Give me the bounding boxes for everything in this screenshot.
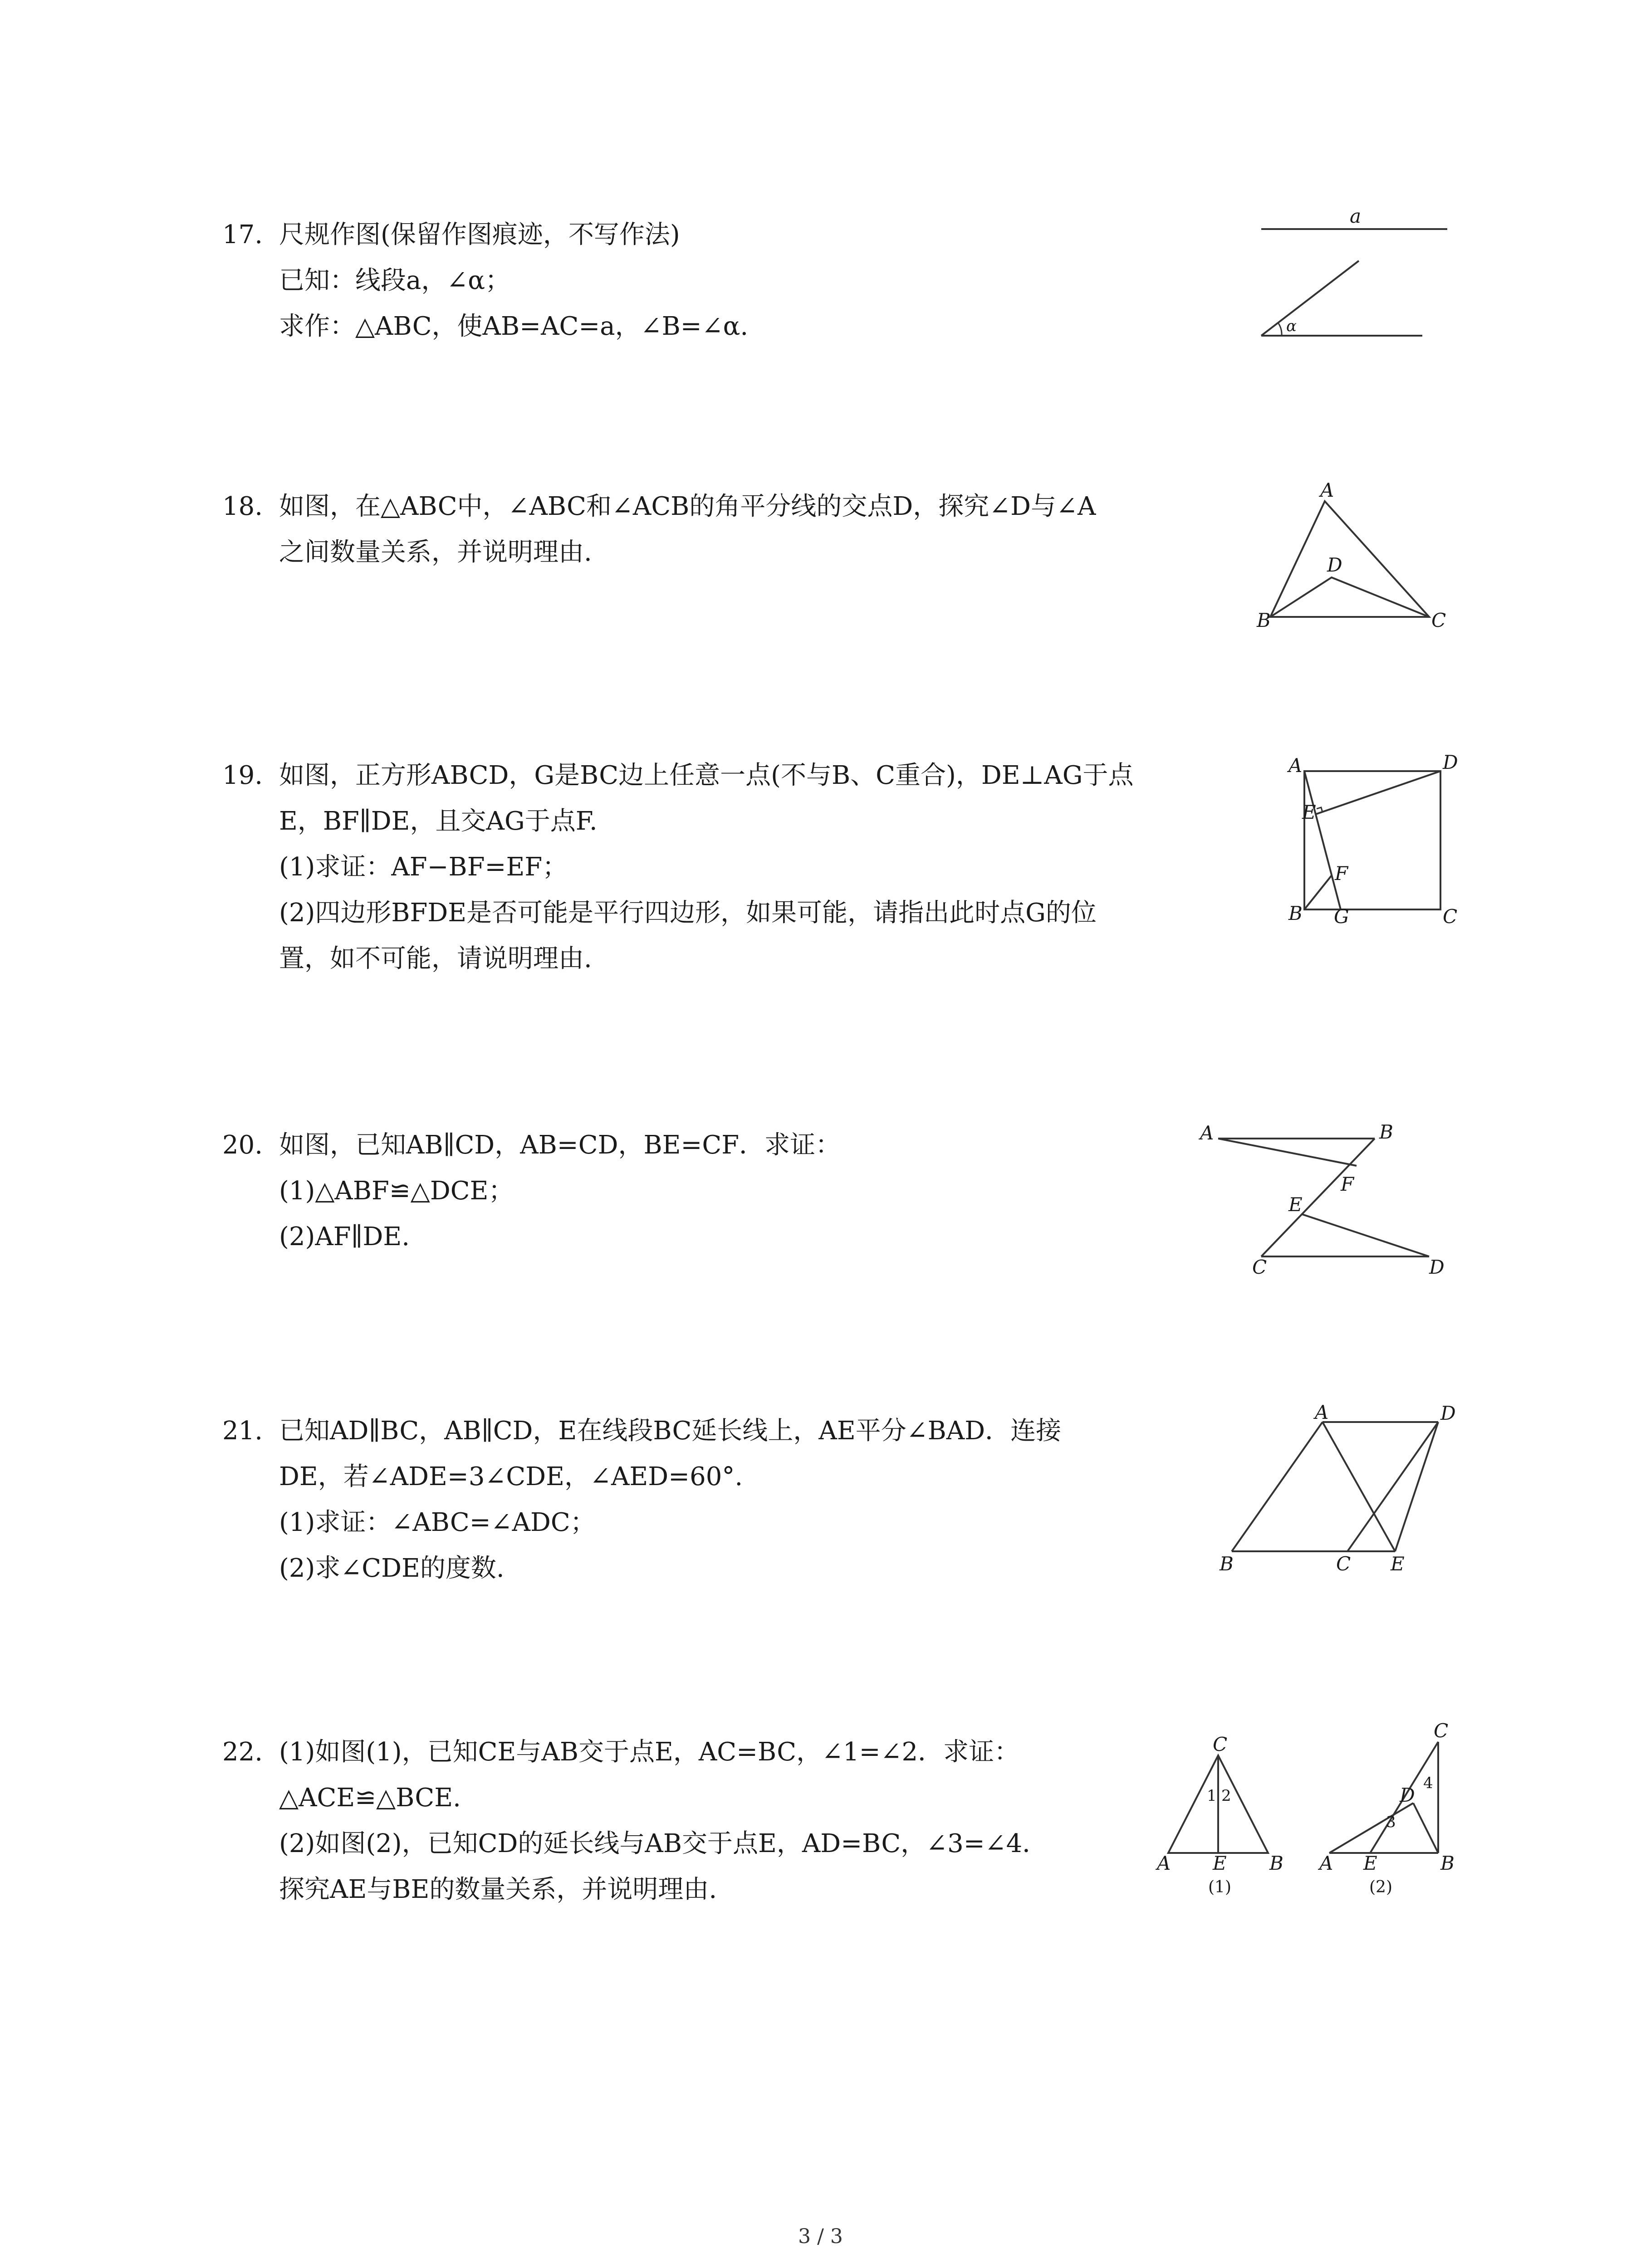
vertex-label: D bbox=[1440, 1402, 1456, 1424]
question-text-line: 求作：△ABC，使AB=AC=a，∠B=∠α. bbox=[279, 312, 749, 341]
vertex-label: B bbox=[1379, 1121, 1393, 1143]
question-text-line: 如图，已知AB∥CD，AB=CD，BE=CF．求证： bbox=[279, 1130, 841, 1160]
vertex-label: D bbox=[1443, 751, 1458, 773]
vertex-label: B bbox=[1257, 609, 1271, 631]
question-number: 20. bbox=[222, 1130, 263, 1160]
vertex-label: A bbox=[1157, 1852, 1171, 1874]
question-text-line: (2)如图(2)，已知CD的延长线与AB交于点E，AD=BC，∠3=∠4． bbox=[279, 1829, 1048, 1858]
vertex-label: C bbox=[1443, 905, 1458, 928]
question-number: 22. bbox=[222, 1737, 263, 1767]
question-number: 17. bbox=[222, 220, 263, 249]
question-number: 18. bbox=[222, 492, 263, 521]
question-text-line: (1)求证：∠ABC=∠ADC； bbox=[279, 1508, 596, 1537]
question-text-line: DE，若∠ADE=3∠CDE，∠AED=60°. bbox=[279, 1462, 743, 1491]
question-text-line: 探究AE与BE的数量关系，并说明理由. bbox=[279, 1875, 717, 1904]
question-text-line: (1)求证：AF−BF=EF； bbox=[279, 852, 568, 882]
figure-20 bbox=[1198, 1121, 1452, 1290]
figure-19 bbox=[1284, 748, 1465, 941]
question-number: 21. bbox=[222, 1416, 263, 1446]
question-text-line: E，BF∥DE，且交AG于点F. bbox=[279, 807, 598, 836]
figure-22-1 bbox=[1148, 1733, 1293, 1907]
question-text-line: 尺规作图(保留作图痕迹，不写作法) bbox=[279, 220, 680, 249]
vertex-label: C bbox=[1213, 1733, 1228, 1755]
vertex-label: E bbox=[1213, 1852, 1227, 1874]
vertex-label: D bbox=[1327, 554, 1342, 576]
vertex-label: A bbox=[1200, 1122, 1214, 1144]
question-text-line: △ACE≌△BCE. bbox=[279, 1783, 461, 1813]
vertex-label: E bbox=[1288, 1193, 1303, 1216]
question-text-line: 如图，在△ABC中，∠ABC和∠ACB的角平分线的交点D，探究∠D与∠A bbox=[279, 492, 1096, 521]
question-text-line: 已知AD∥BC，AB∥CD，E在线段BC延长线上，AE平分∠BAD．连接 bbox=[279, 1416, 1062, 1446]
figure-label: a bbox=[1350, 205, 1362, 227]
vertex-label: B bbox=[1440, 1852, 1455, 1874]
vertex-label: E bbox=[1363, 1852, 1377, 1874]
page-number: 3 / 3 bbox=[798, 2225, 843, 2248]
vertex-label: D bbox=[1429, 1256, 1445, 1278]
question-text-line: 之间数量关系，并说明理由. bbox=[279, 538, 592, 567]
figure-18 bbox=[1252, 479, 1446, 637]
vertex-label: B bbox=[1220, 1553, 1234, 1575]
vertex-label: B bbox=[1288, 902, 1303, 924]
vertex-label: C bbox=[1431, 609, 1446, 631]
angle-label: 1 bbox=[1207, 1787, 1217, 1805]
vertex-label: C bbox=[1336, 1553, 1351, 1575]
vertex-label: A bbox=[1288, 754, 1303, 777]
question-text-line: 如图，正方形ABCD，G是BC边上任意一点(不与B、C重合)，DE⊥AG于点 bbox=[279, 761, 1134, 790]
vertex-label: A bbox=[1320, 479, 1334, 501]
question-text-line: 置，如不可能，请说明理由. bbox=[279, 944, 592, 973]
vertex-label: C bbox=[1434, 1720, 1449, 1742]
angle-label: 4 bbox=[1423, 1774, 1433, 1792]
question-text-line: (2)四边形BFDE是否可能是平行四边形，如果可能，请指出此时点G的位 bbox=[279, 898, 1097, 928]
figure-22-2 bbox=[1311, 1720, 1456, 1907]
figure-caption: (1) bbox=[1208, 1878, 1231, 1897]
angle-label: 3 bbox=[1386, 1813, 1396, 1831]
vertex-label: F bbox=[1341, 1173, 1354, 1195]
vertex-label: A bbox=[1319, 1852, 1333, 1874]
angle-label: 2 bbox=[1221, 1787, 1231, 1805]
vertex-label: C bbox=[1252, 1256, 1267, 1278]
vertex-label: D bbox=[1400, 1784, 1415, 1806]
vertex-label: G bbox=[1334, 905, 1349, 928]
question-number: 19. bbox=[222, 761, 263, 790]
vertex-label: F bbox=[1335, 862, 1348, 885]
vertex-label: E bbox=[1391, 1553, 1405, 1575]
figure-caption: (2) bbox=[1369, 1878, 1392, 1897]
question-text-line: (2)求∠CDE的度数. bbox=[279, 1554, 505, 1583]
vertex-label: E bbox=[1302, 801, 1316, 823]
question-text-line: (2)AF∥DE. bbox=[279, 1222, 410, 1251]
vertex-label: A bbox=[1315, 1401, 1329, 1423]
question-text-line: (1)△ABF≌△DCE； bbox=[279, 1176, 514, 1206]
figure-17 bbox=[1261, 206, 1452, 349]
question-text-line: (1)如图(1)，已知CE与AB交于点E，AC=BC，∠1=∠2．求证： bbox=[279, 1737, 1020, 1767]
figure-21 bbox=[1207, 1402, 1461, 1585]
vertex-label: B bbox=[1269, 1852, 1283, 1874]
question-text-line: 已知：线段a，∠α； bbox=[279, 266, 511, 295]
figure-label: α bbox=[1286, 317, 1297, 335]
